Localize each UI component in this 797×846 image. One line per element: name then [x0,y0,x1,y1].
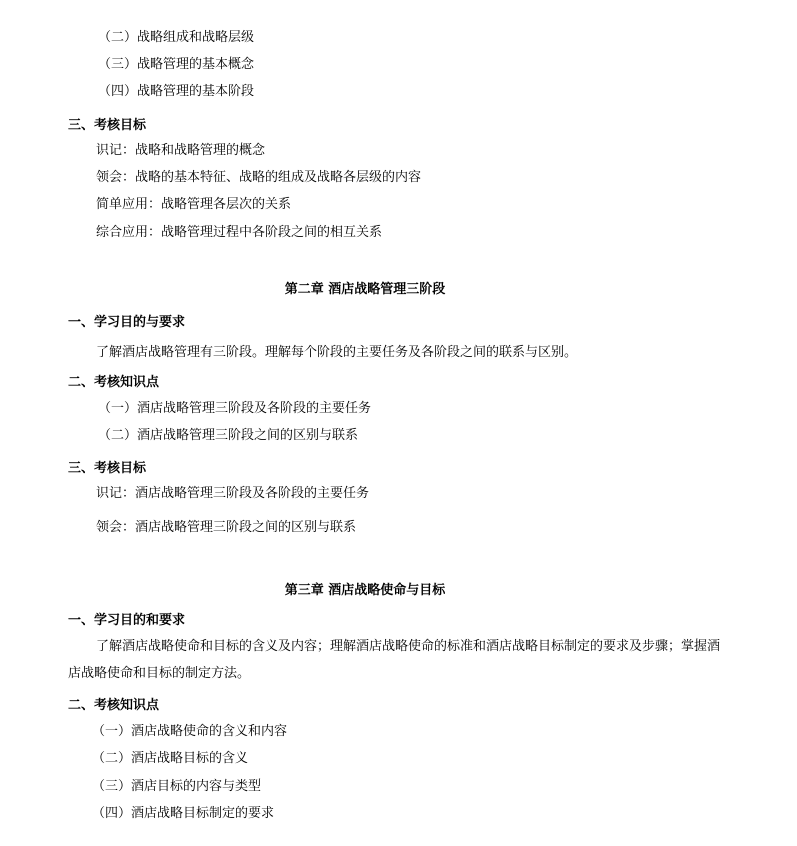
outline-item: （二）战略组成和战略层级 [98,30,255,45]
outline-item: （二）酒店战略管理三阶段之间的区别与联系 [98,428,359,443]
outline-item: （三）酒店目标的内容与类型 [92,779,262,794]
paragraph: 了解酒店战略管理有三阶段。理解每个阶段的主要任务及各阶段之间的联系与区别。 [96,345,578,360]
objective-line: 综合应用：战略管理过程中各阶段之间的相互关系 [96,225,383,240]
section-heading: 一、学习目的与要求 [68,315,186,330]
outline-item: （一）酒店战略使命的含义和内容 [92,724,288,739]
outline-item: （三）战略管理的基本概念 [98,57,255,72]
objective-line: 识记：战略和战略管理的概念 [96,143,266,158]
objective-line: 领会：战略的基本特征、战略的组成及战略各层级的内容 [96,170,422,185]
paragraph-line: 了解酒店战略使命和目标的含义及内容；理解酒店战略使命的标准和酒店战略目标制定的要求及步骤；掌握酒 [96,639,721,654]
outline-item: （四）战略管理的基本阶段 [98,84,255,99]
paragraph-line: 店战略使命和目标的制定方法。 [68,666,251,681]
objective-line: 识记：酒店战略管理三阶段及各阶段的主要任务 [96,486,370,501]
outline-item: （四）酒店战略目标制定的要求 [92,806,275,821]
chapter-title: 第三章 酒店战略使命与目标 [284,583,446,598]
section-heading: 一、学习目的和要求 [68,613,186,628]
chapter-title: 第二章 酒店战略管理三阶段 [284,282,446,297]
objective-line: 领会：酒店战略管理三阶段之间的区别与联系 [96,520,357,535]
section-heading: 三、考核目标 [68,461,147,476]
outline-item: （二）酒店战略目标的含义 [92,751,249,766]
section-heading: 三、考核目标 [68,118,147,133]
section-heading: 二、考核知识点 [68,698,160,713]
outline-item: （一）酒店战略管理三阶段及各阶段的主要任务 [98,401,372,416]
objective-line: 简单应用：战略管理各层次的关系 [96,197,292,212]
section-heading: 二、考核知识点 [68,375,160,390]
